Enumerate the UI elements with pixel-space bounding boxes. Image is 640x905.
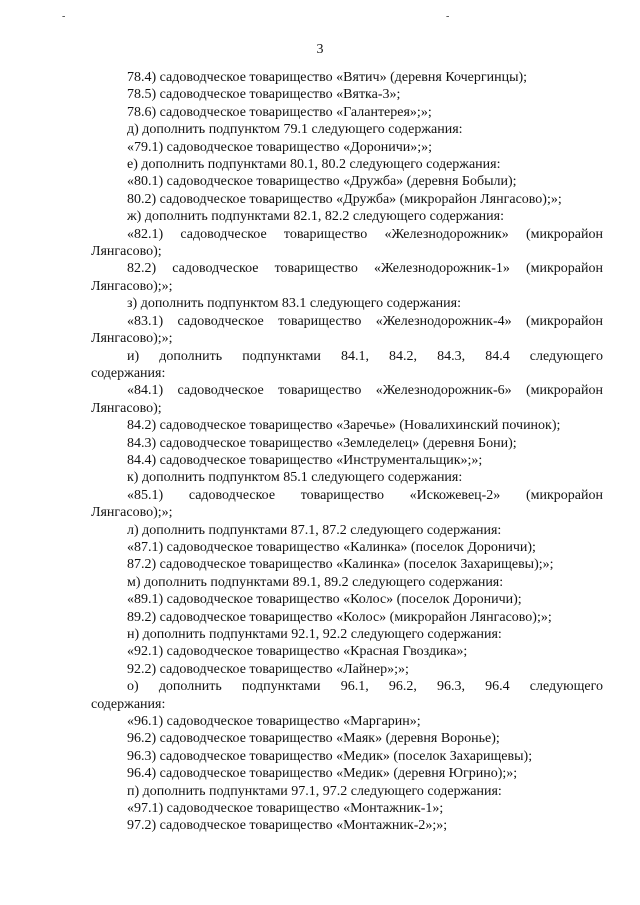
text-line: д) дополнить подпунктом 79.1 следующего содержания:: [127, 122, 463, 138]
text-line: з) дополнить подпунктом 83.1 следующего содержания:: [127, 296, 461, 312]
document-body: [91, 69, 603, 835]
text-line: «80.1) садоводческое товарищество «Дружба» (деревня Бобыли);: [127, 174, 517, 190]
text-line: «87.1) садоводческое товарищество «Калинка» (поселок Дороничи);: [127, 539, 536, 555]
text-line: Лянгасово);: [91, 244, 162, 260]
text-line: «85.1) садоводческое товарищество «Искожевец-2» (микрорайон: [127, 487, 603, 503]
text-line: 89.2) садоводческое товарищество «Колос» (микрорайон Лянгасово);»;: [127, 609, 552, 625]
text-line: н) дополнить подпунктами 92.1, 92.2 следующего содержания:: [127, 627, 502, 642]
text-line: 87.2) садоводческое товарищество «Калинка» (поселок Захарищевы);»;: [127, 557, 554, 573]
text-line: «79.1) садоводческое товарищество «Дороничи»;»;: [127, 139, 433, 155]
text-line: 96.2) садоводческое товарищество «Маяк» (деревня Воронье);: [127, 731, 500, 747]
text-line: 92.2) садоводческое товарищество «Лайнер»;»;: [127, 661, 409, 677]
text-line: 97.2) садоводческое товарищество «Монтажник-2»;»;: [127, 818, 448, 834]
text-line: 96.3) садоводческое товарищество «Медик» (поселок Захарищевы);: [127, 748, 533, 764]
text-line: 78.5) садоводческое товарищество «Вятка-3»;: [127, 87, 401, 103]
text-line: «82.1) садоводческое товарищество «Железнодорожник» (микрорайон: [127, 226, 603, 242]
text-line: 84.2) садоводческое товарищество «Заречье» (Новалихинский починок);: [127, 418, 561, 434]
scan-mark-right: -: [446, 11, 450, 22]
text-line: 82.2) садоводческое товарищество «Железнодорожник-1» (микрорайон: [127, 261, 603, 277]
text-line: «96.1) садоводческое товарищество «Маргарин»;: [127, 714, 421, 730]
text-line: содержания:: [91, 365, 166, 381]
text-line: 78.6) садоводческое товарищество «Галантерея»;»;: [127, 104, 432, 120]
text-line: содержания:: [91, 696, 166, 712]
text-line: Лянгасово);»;: [91, 278, 173, 294]
text-line: п) дополнить подпунктами 97.1, 97.2 следующего содержания:: [127, 783, 502, 799]
text-line: «84.1) садоводческое товарищество «Железнодорожник-6» (микрорайон: [127, 383, 603, 399]
page-number: 3: [316, 42, 324, 57]
text-line: «97.1) садоводческое товарищество «Монтажник-1»;: [127, 801, 444, 817]
text-line: м) дополнить подпунктами 89.1, 89.2 следующего содержания:: [127, 574, 504, 590]
text-line: 84.4) садоводческое товарищество «Инструментальщик»;»;: [127, 452, 483, 468]
text-line: «89.1) садоводческое товарищество «Колос» (поселок Дороничи);: [127, 592, 522, 608]
text-line: «83.1) садоводческое товарищество «Железнодорожник-4» (микрорайон: [127, 313, 603, 329]
text-line: Лянгасово);»;: [91, 505, 173, 521]
text-line: о) дополнить подпунктами 96.1, 96.2, 96.3, 96.4 следующего: [127, 679, 603, 695]
scan-mark-left: -: [62, 11, 66, 22]
text-line: 84.3) садоводческое товарищество «Земледелец» (деревня Бони);: [127, 435, 517, 451]
text-line: ж) дополнить подпунктами 82.1, 82.2 следующего содержания:: [127, 209, 504, 225]
text-line: е) дополнить подпунктами 80.1, 80.2 следующего содержания:: [127, 157, 501, 173]
text-line: 78.4) садоводческое товарищество «Вятич» (деревня Кочергинцы);: [127, 70, 528, 85]
text-line: «92.1) садоводческое товарищество «Красная Гвоздика»;: [127, 644, 468, 660]
text-line: 96.4) садоводческое товарищество «Медик» (деревня Югрино);»;: [127, 766, 518, 782]
text-line: 80.2) садоводческое товарищество «Дружба» (микрорайон Лянгасово);»;: [127, 191, 562, 207]
text-line: к) дополнить подпунктом 85.1 следующего содержания:: [127, 470, 463, 486]
text-line: Лянгасово);»;: [91, 331, 173, 347]
text-line: и) дополнить подпунктами 84.1, 84.2, 84.3, 84.4 следующего: [127, 348, 603, 364]
text-line: л) дополнить подпунктами 87.1, 87.2 следующего содержания:: [127, 522, 502, 538]
text-line: Лянгасово);: [91, 400, 162, 416]
